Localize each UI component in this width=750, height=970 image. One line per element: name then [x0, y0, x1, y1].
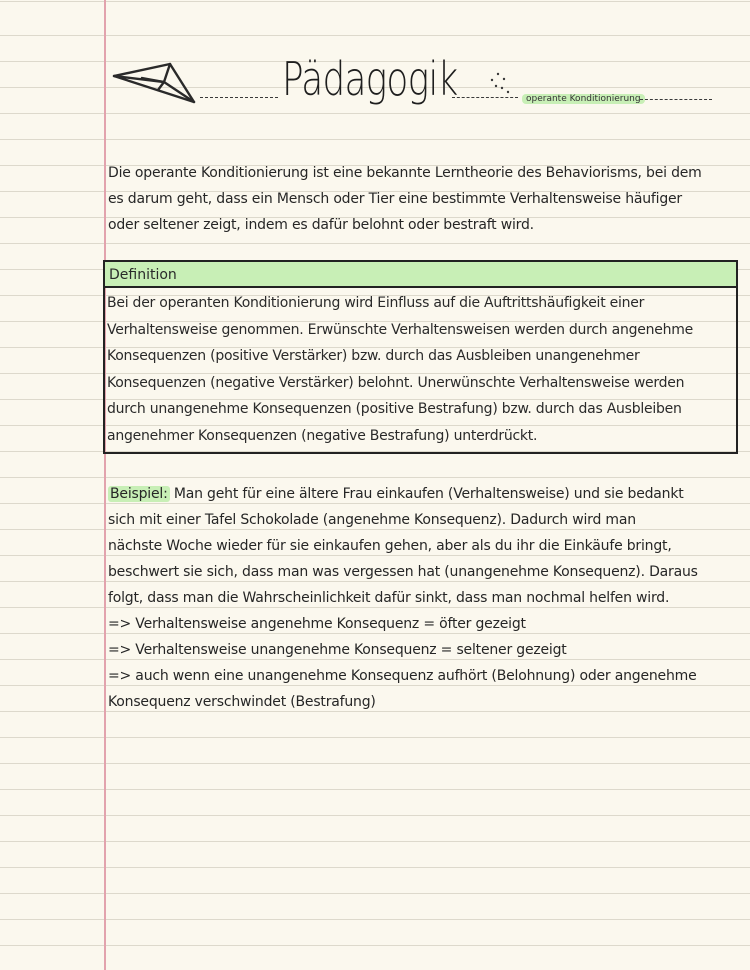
example-line: Man geht für eine ältere Frau einkaufen (Verhaltensweise) und sie bedankt — [169, 486, 684, 502]
definition-line: Verhaltensweise genommen. Erwünschte Verhaltensweisen werden durch angenehme — [107, 321, 693, 338]
example-first-line — [108, 481, 736, 507]
topic-tag: operante Konditionierung — [522, 94, 645, 104]
paper-plane-icon — [112, 58, 196, 104]
definition-line: durch unangenehme Konsequenzen (positive Bestrafung) bzw. durch das Ausbleiben — [107, 401, 682, 417]
definition-line: Bei der operanten Konditionierung wird Einfluss auf die Auftrittshäufigkeit einer — [107, 295, 645, 311]
header-dash-left — [200, 97, 278, 98]
example-arrow-line: => Verhaltensweise angenehme Konsequenz = öfter gezeigt — [108, 616, 526, 632]
example-line: Konsequenz verschwindet (Bestrafung) — [108, 694, 376, 710]
example-arrow-line: => auch wenn eine unangenehme Konsequenz aufhört (Belohnung) oder angenehme — [108, 668, 697, 684]
definition-line: angenehmer Konsequenzen (negative Bestrafung) unterdrückt. — [107, 427, 538, 444]
definition-box — [103, 260, 738, 454]
example-arrow-line: => Verhaltensweise unangenehme Konsequenz = seltener gezeigt — [108, 642, 567, 658]
dotted-swirl-icon — [484, 70, 514, 100]
example-line: beschwert sie sich, dass man was vergessen hat (unangenehme Konsequenz). Daraus — [108, 564, 698, 580]
example-label: Beispiel: — [110, 486, 168, 502]
definition-line: Konsequenzen (positive Verstärker) bzw. durch das Ausbleiben unangenehmer — [107, 348, 640, 364]
intro-line: es darum geht, dass ein Mensch oder Tier eine bestimmte Verhaltensweise häufiger — [108, 191, 682, 207]
definition-line: Konsequenzen (negative Verstärker) belohnt. Unerwünschte Verhaltensweise werden — [107, 374, 685, 391]
example-paragraph — [108, 481, 736, 715]
page-margin-line — [104, 0, 106, 970]
intro-line: Die operante Konditionierung ist eine bekannte Lerntheorie des Behaviorisms, bei dem — [108, 165, 702, 181]
intro-line: oder seltener zeigt, indem es dafür belohnt oder bestraft wird. — [108, 217, 534, 233]
example-line: sich mit einer Tafel Schokolade (angenehme Konsequenz). Dadurch wird man — [108, 512, 636, 528]
definition-heading: Definition — [105, 262, 736, 288]
page-title: Pädagogik — [282, 52, 458, 106]
header-dash-right — [640, 99, 712, 100]
example-line: nächste Woche wieder für sie einkaufen gehen, aber als du ihr die Einkäufe bringt, — [108, 538, 672, 554]
definition-body — [107, 290, 733, 449]
intro-paragraph — [108, 160, 736, 238]
example-line: folgt, dass man die Wahrscheinlichkeit dafür sinkt, dass man nochmal helfen wird. — [108, 590, 670, 606]
